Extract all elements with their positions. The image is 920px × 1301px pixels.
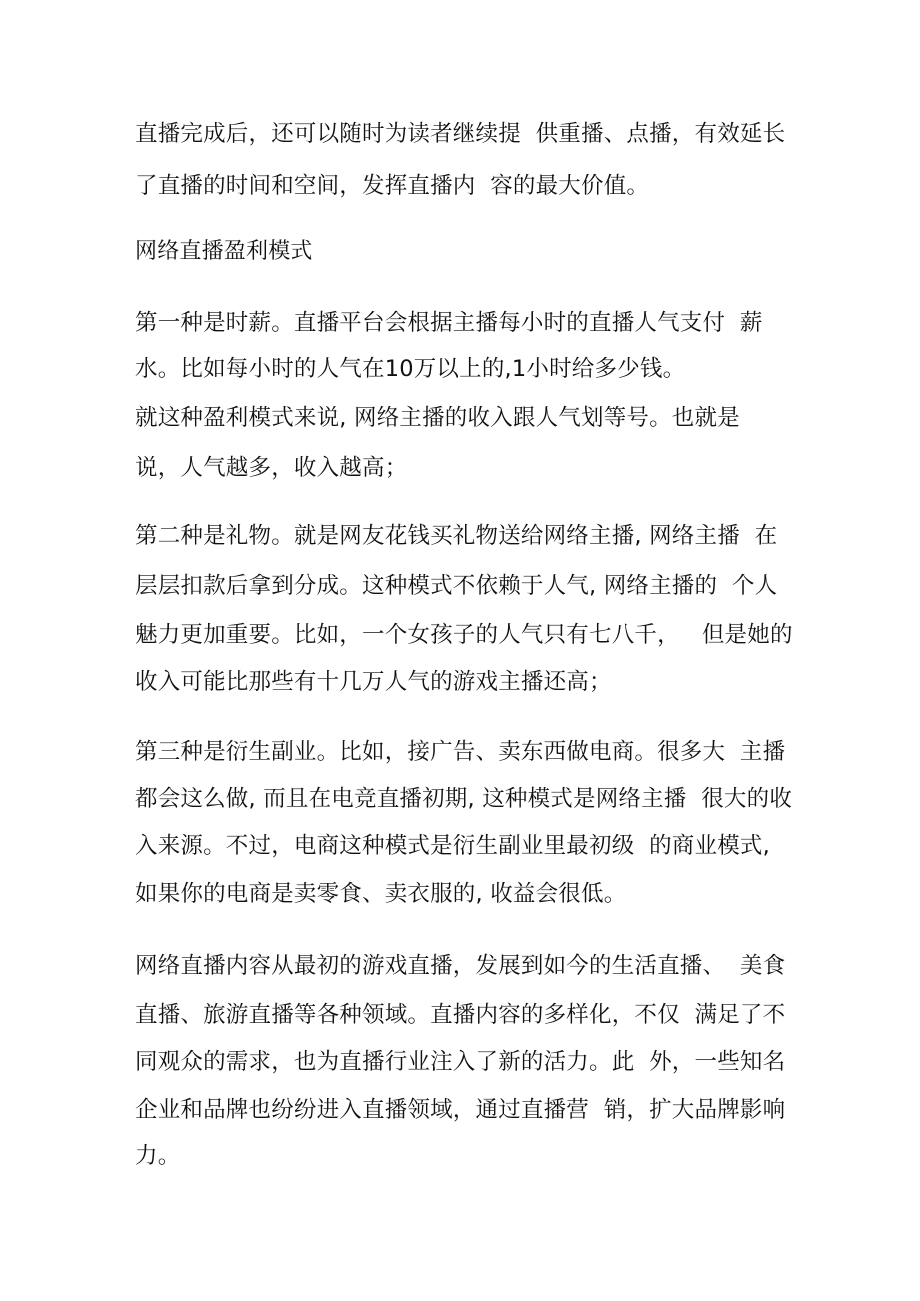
heading-profit-models: 网络直播盈利模式 xyxy=(135,239,313,264)
text-line: 魅力更加重要。比如，一个女孩子的人气只有七八千， 但是她的 xyxy=(135,622,793,648)
text-line: 直播完成后，还可以随时为读者继续提 供重播、点播，有效延长 xyxy=(135,121,786,147)
text-line: 第二种是礼物。就是网友花钱买礼物送给网络主播, 网络主播 在 xyxy=(135,523,778,549)
text-line: 企业和品牌也纷纷进入直播领域，通过直播营 销，扩大品牌影响 xyxy=(135,1097,786,1123)
text-line: 了直播的时间和空间，发挥直播内 容的最大价值。 xyxy=(135,173,650,199)
text-line: 水。比如每小时的人气在10万以上的,1小时给多少钱。 xyxy=(135,356,686,382)
text-line: 说，人气越多，收入越高； xyxy=(135,455,408,481)
text-line: 都会这么做, 而且在电竞直播初期, 这种模式是网络主播 很大的收 xyxy=(135,786,793,812)
text-line: 收入可能比那些有十几万人气的游戏主播还高； xyxy=(135,669,612,695)
text-line: 入来源。不过，电商这种模式是衍生副业里最初级 的商业模式, xyxy=(135,833,770,859)
text-line: 第一种是时薪。直播平台会根据主播每小时的直播人气支付 薪 xyxy=(135,310,763,336)
text-line: 同观众的需求，也为直播行业注入了新的活力。此 外，一些知名 xyxy=(135,1049,786,1075)
text-line: 就这种盈利模式来说, 网络主播的收入跟人气划等号。也就是 xyxy=(135,405,740,431)
text-line: 层层扣款后拿到分成。这种模式不依赖于人气, 网络主播的 个人 xyxy=(135,573,778,599)
text-line: 如果你的电商是卖零食、卖衣服的, 收益会很低。 xyxy=(135,881,627,907)
text-line: 直播、旅游直播等各种领域。直播内容的多样化，不仅 满足了不 xyxy=(135,1002,786,1028)
text-line: 力。 xyxy=(135,1143,181,1169)
text-line: 网络直播内容从最初的游戏直播，发展到如今的生活直播、 美食 xyxy=(135,953,786,979)
text-line: 第三种是衍生副业。比如，接广告、卖东西做电商。很多大 主播 xyxy=(135,739,786,765)
